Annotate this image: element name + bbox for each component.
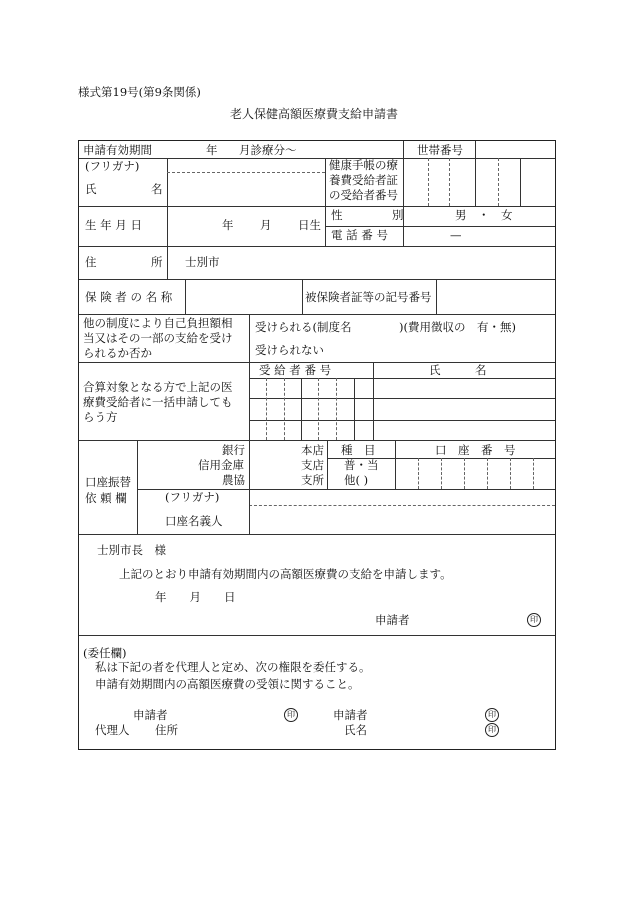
sex-label-second: 別 [392,208,404,222]
bank-kind-header: 種 目 [341,443,376,457]
other-line-2: 当又はその一部の支給を受け [83,331,233,345]
address-value: 士別市 [185,255,220,269]
bank-kind-regular: 普・当 [344,458,379,472]
joint-line-1: 合算対象となる方で上記の医 [83,380,233,394]
joint-col-name: 氏 名 [429,363,487,377]
seal-mark-declaration: 印 [527,613,541,627]
bank-account-header: 口 座 番 号 [435,443,516,457]
bank-holder-furigana: (フリガナ) [165,490,220,504]
declaration-statement: 上記のとおり申請有効期間内の高額医療費の支給を申請します。 [119,567,452,581]
other-line-1: 他の制度により自己負担額相 [83,316,233,330]
delegation-line-1: 私は下記の者を代理人と定め、次の権限を委任する。 [95,660,371,674]
bank-branch-main: 本店 [301,443,324,457]
name-furigana-label: (フリガナ) [85,159,140,173]
joint-col-recipient: 受 給 者 番 号 [259,363,332,377]
bank-inst-credit: 信用金庫 [198,458,244,472]
birth-year: 年 [222,218,234,232]
other-line-3: られるか否か [83,346,152,360]
name-label-second: 名 [151,182,163,196]
seal-mark-applicant-right: 印 [485,708,499,722]
sex-value: 男 ・ 女 [455,208,513,222]
cert-line-1: 健康手帳の療 [329,158,398,172]
bank-kind-other: 他( ) [344,473,369,487]
cert-line-3: の受給者番号 [329,188,398,202]
joint-line-2: 療費受給者に一括申請しても [83,395,233,409]
delegation-applicant-left: 申請者 [133,708,168,722]
other-option-receivable: 受けられる(制度名 [255,320,352,334]
delegation-address: 住所 [155,723,178,737]
address-label-second: 所 [151,255,163,269]
period-year: 年 [206,143,218,157]
form-number: 様式第19号(第9条関係) [78,85,201,99]
other-option-not-receivable: 受けられない [255,343,324,357]
phone-label: 電 話 番 号 [331,228,388,242]
seal-mark-agent: 印 [485,723,499,737]
bank-label-2: 依 頼 欄 [85,491,127,505]
application-form [78,140,556,750]
period-month: 月診療分～ [239,143,297,157]
delegation-agent: 代理人 [95,723,130,737]
birth-month: 月 [260,218,272,232]
delegation-title: (委任欄) [83,646,127,660]
phone-dash: — [450,228,462,242]
bank-branch-branch: 支店 [301,458,324,472]
delegation-line-2: 申請有効期間内の高額医療費の受領に関すること。 [95,677,360,691]
delegation-name: 氏名 [344,723,367,737]
sex-label-first: 性 [331,208,343,222]
bank-inst-agri: 農協 [222,473,245,487]
insurer-symbol-label: 被保険者証等の記号番号 [305,290,432,304]
joint-line-3: らう方 [83,410,118,424]
document-title: 老人保健高額医療費支給申請書 [230,107,399,121]
birth-label: 生 年 月 日 [85,218,142,232]
birth-day: 日生 [298,218,321,232]
household-label: 世帯番号 [417,143,463,157]
bank-branch-office: 支所 [301,473,324,487]
cert-line-2: 養費受給者証 [329,173,398,187]
bank-label-1: 口座振替 [85,475,131,489]
bank-inst-bank: 銀行 [222,443,245,457]
seal-mark-applicant-left: 印 [284,708,298,722]
declaration-to: 士別市長 様 [97,543,166,557]
other-option-tail: )(費用徴収の 有・無) [399,320,516,334]
address-label-first: 住 [85,255,97,269]
insurer-label: 保 険 者 の 名 称 [85,290,173,304]
period-label: 申請有効期間 [83,143,152,157]
bank-holder-label: 口座名義人 [165,514,223,528]
name-label-first: 氏 [85,182,97,196]
declaration-date: 年 月 日 [155,590,236,604]
delegation-applicant-right: 申請者 [333,708,368,722]
declaration-applicant: 申請者 [375,613,410,627]
